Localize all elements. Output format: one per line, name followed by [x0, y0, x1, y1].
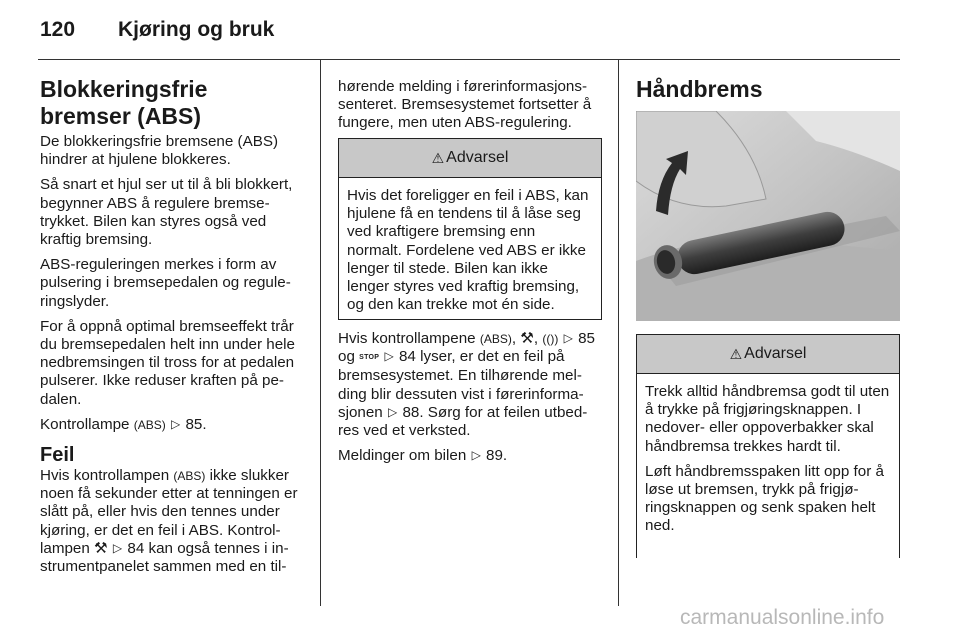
- section-heading-handbrake: Håndbrems: [636, 76, 763, 102]
- abs-indicator-icon: (ABS): [133, 417, 166, 432]
- paragraph: Hvis kontrollampene (ABS), ⚒, (()) ▷ 85 og STOP ▷ 84 lyser, er det en feil på bremsesystemet. En tilhørende melding blir dessuten vist i førerinformasjonen ▷ 88. Sørg for at feilen utbedres ved et verksted.: [338, 330, 595, 440]
- page-header: [40, 18, 274, 48]
- warning-title: Advarsel: [446, 149, 509, 166]
- page-ref-icon: ▷: [388, 404, 398, 419]
- warning-header: [637, 335, 899, 374]
- warning-triangle-icon: ⚠: [431, 149, 445, 166]
- warning-box-handbrake: [636, 334, 900, 558]
- column-divider-2: [618, 60, 619, 606]
- page-ref-icon: ▷: [384, 349, 394, 364]
- paragraph: Kontrollampe (ABS) ▷ 85.: [40, 415, 207, 433]
- warning-body: [637, 374, 899, 536]
- watermark: carmanualsonline.info: [680, 606, 885, 629]
- column-handbrake: [636, 76, 900, 106]
- abs-indicator-icon: (ABS): [173, 469, 206, 484]
- section-heading-abs: Blokkeringsfrie bremser (ABS): [40, 76, 208, 129]
- page-reference-link[interactable]: 85.: [185, 415, 207, 433]
- page-reference-link[interactable]: 85: [578, 330, 595, 347]
- page-header-title: Kjøring og bruk: [118, 18, 275, 41]
- paragraph: hørende melding i førerinformasjonssenteret. Bremsesystemet fortsetter å fungere, men uten ABS-regulering.: [338, 78, 592, 132]
- warning-header: [339, 139, 601, 178]
- handbrake-photo: [636, 111, 900, 321]
- page-number: 120: [40, 18, 76, 41]
- column-abs-continued: [338, 78, 602, 140]
- paragraph: Så snart et hjul ser ut til å bli blokkert, begynner ABS å regulere bremsetrykket. Bilen kan styres også ved kraftig bremsing.: [40, 176, 293, 249]
- brake-indicator-icon: (()): [542, 332, 559, 346]
- page-reference-link[interactable]: 89.: [486, 447, 508, 465]
- page-ref-icon: ▷: [563, 331, 573, 345]
- page-ref-icon: ▷: [112, 540, 123, 555]
- warning-body: [339, 178, 601, 314]
- paragraph: For å oppnå optimal bremseeffekt trår du bremsepedalen helt inn under hele nedbremsingen til tross for at pedalen pulserer. Ikke reduser kraften på pedalen.: [40, 317, 295, 408]
- warning-text: Hvis det foreligger en feil i ABS, kan hjulene få en tendens til å låse seg ved kraftigere bremsing enn normalt. Fordelene ved ABS er ikke lenger til stede. Bilen kan ikke lenger styres ved kraftig bremsing, og den kan trekke mot én side.: [347, 187, 589, 314]
- column-divider-1: [320, 60, 321, 606]
- page-ref-icon: ▷: [471, 448, 481, 463]
- warning-title: Advarsel: [744, 345, 807, 362]
- paragraph: ABS-reguleringen merkes i form av pulsering i bremsepedalen og reguleringslyder.: [40, 256, 291, 310]
- page-ref-icon: ▷: [170, 416, 181, 431]
- wrench-indicator-icon: ⚒: [520, 330, 534, 347]
- paragraph: Meldinger om bilen ▷ 89.: [338, 447, 508, 465]
- abs-indicator-icon: (ABS): [479, 332, 512, 346]
- warning-triangle-icon: ⚠: [729, 345, 743, 362]
- warning-box-abs: [338, 138, 602, 320]
- wrench-indicator-icon: ⚒: [94, 539, 108, 557]
- column-abs-fault: [338, 330, 602, 472]
- header-rule: [38, 59, 900, 60]
- subheading-fault: Feil: [40, 444, 75, 467]
- column-abs: [40, 76, 304, 583]
- paragraph: De blokkeringsfrie bremsene (ABS) hindrer at hjulene blokkeres.: [40, 133, 279, 169]
- warning-text: Løft håndbremsspaken litt opp for å løse ut bremsen, trykk på frigjøringsknappen og senk spaken helt ned.: [645, 462, 884, 535]
- warning-text: Trekk alltid håndbremsa godt til uten å trykke på frigjøringsknappen. I nedover- eller oppoverbakker skal håndbremsa trekkes hardt til.: [645, 383, 890, 455]
- paragraph: Hvis kontrollampen (ABS) ikke slukker noen få sekunder etter at tenningen er slått på, eller hvis den tennes under kjøring, er det en feil i ABS. Kontrollampen ⚒ ▷ 84 kan også tennes i instrumentpanelet sammen med en til-: [40, 467, 298, 576]
- stop-indicator-icon: STOP: [359, 354, 380, 362]
